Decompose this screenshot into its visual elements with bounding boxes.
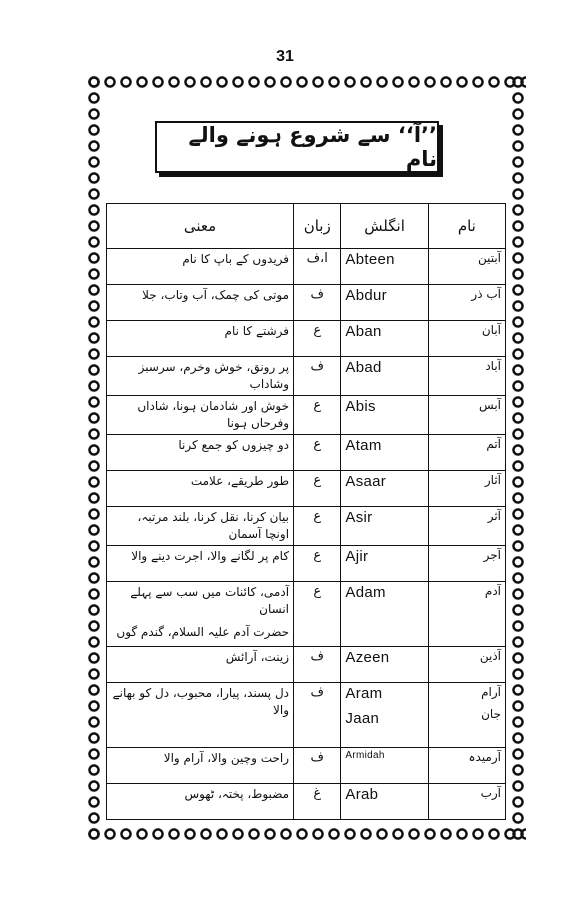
meaning-cell: راحت وچین والا، آرام والا — [107, 748, 294, 784]
english-cell — [341, 683, 428, 748]
chain-border-right — [510, 74, 526, 842]
name-cell — [428, 683, 505, 748]
meaning-cell: کام پر لگانے والا، اجرت دینے والا — [107, 546, 294, 582]
table-row — [107, 285, 506, 321]
chain-border-left — [86, 74, 102, 842]
english-cell: Atam — [341, 435, 428, 471]
language-cell: ف — [294, 285, 341, 321]
english-cell: Armidah — [341, 748, 428, 784]
language-cell: ف — [294, 683, 341, 748]
table-row — [107, 396, 506, 435]
header-language: زبان — [294, 204, 341, 249]
meaning-line: حضرت آدم علیہ السلام، گندم گوں — [116, 625, 290, 639]
meaning-cell: زینت، آرائش — [107, 647, 294, 683]
english-cell: Asaar — [341, 471, 428, 507]
language-cell: ف — [294, 647, 341, 683]
chain-border-bottom — [86, 826, 526, 842]
header-row — [107, 204, 506, 249]
language-cell: ع — [294, 582, 341, 647]
name-cell: آبتین — [428, 249, 505, 285]
name-cell: آثر — [428, 507, 505, 546]
language-cell: غ — [294, 784, 341, 820]
meaning-cell: فرشتے کا نام — [107, 321, 294, 357]
meaning-line: آدمی، کائنات میں سب سے پہلے انسان — [130, 585, 290, 616]
english-cell: Abdur — [341, 285, 428, 321]
meaning-cell: موتی کی چمک، آب وتاب، جلا — [107, 285, 294, 321]
name-cell: آب ذر — [428, 285, 505, 321]
english-cell: Azeen — [341, 647, 428, 683]
english-cell: Adam — [341, 582, 428, 647]
name-cell: آبان — [428, 321, 505, 357]
meaning-cell: فریدوں کے باپ کا نام — [107, 249, 294, 285]
english-line: Jaan — [345, 710, 380, 727]
english-line: Aram — [345, 685, 383, 702]
name-line: جان — [481, 707, 501, 721]
name-cell: آذین — [428, 647, 505, 683]
name-cell: آرمیدہ — [428, 748, 505, 784]
table-row — [107, 582, 506, 647]
english-cell: Asir — [341, 507, 428, 546]
table-row — [107, 357, 506, 396]
meaning-cell: خوش اور شادمان ہونا، شاداں وفرحاں ہونا — [107, 396, 294, 435]
table-row — [107, 647, 506, 683]
english-cell: Arab — [341, 784, 428, 820]
language-cell: ع — [294, 507, 341, 546]
table-row — [107, 471, 506, 507]
english-cell: Abad — [341, 357, 428, 396]
chain-border-top — [86, 74, 526, 90]
meaning-cell: بیان کرنا، نقل کرنا، بلند مرتبہ، اونچا آسمان — [107, 507, 294, 546]
english-cell: Aban — [341, 321, 428, 357]
language-cell: ع — [294, 321, 341, 357]
page-title: ’’آ‘‘ سے شروع ہونے والے نام — [188, 123, 437, 171]
name-line: آرام — [481, 685, 501, 699]
english-cell: Abteen — [341, 249, 428, 285]
name-cell: آتم — [428, 435, 505, 471]
name-cell: آثار — [428, 471, 505, 507]
language-cell: ع — [294, 435, 341, 471]
meaning-cell: پر رونق، خوش وخرم، سرسبز وشاداب — [107, 357, 294, 396]
title-box — [155, 121, 439, 173]
meaning-cell — [107, 582, 294, 647]
name-cell: آرب — [428, 784, 505, 820]
meaning-cell: دو چیزوں کو جمع کرنا — [107, 435, 294, 471]
name-cell: آبس — [428, 396, 505, 435]
table-row — [107, 435, 506, 471]
table-row — [107, 683, 506, 748]
table-row — [107, 784, 506, 820]
meaning-cell: طور طریقے، علامت — [107, 471, 294, 507]
page-number: 31 — [276, 48, 294, 65]
header-name: نام — [428, 204, 505, 249]
meaning-cell: دل پسند، پیارا، محبوب، دل کو بھانے والا — [107, 683, 294, 748]
table-row — [107, 249, 506, 285]
english-cell: Abis — [341, 396, 428, 435]
english-cell: Ajir — [341, 546, 428, 582]
header-english: انگلش — [341, 204, 428, 249]
language-cell: ع — [294, 471, 341, 507]
table-row — [107, 321, 506, 357]
name-cell: آباد — [428, 357, 505, 396]
language-cell: ا،ف — [294, 249, 341, 285]
language-cell: ع — [294, 546, 341, 582]
names-table — [106, 203, 506, 820]
table-row — [107, 546, 506, 582]
table-row — [107, 507, 506, 546]
language-cell: ف — [294, 357, 341, 396]
language-cell: ع — [294, 396, 341, 435]
name-cell: آجر — [428, 546, 505, 582]
meaning-cell: مضبوط، پختہ، ٹھوس — [107, 784, 294, 820]
header-meaning: معنی — [107, 204, 294, 249]
name-cell: آدم — [428, 582, 505, 647]
language-cell: ف — [294, 748, 341, 784]
table-row — [107, 748, 506, 784]
